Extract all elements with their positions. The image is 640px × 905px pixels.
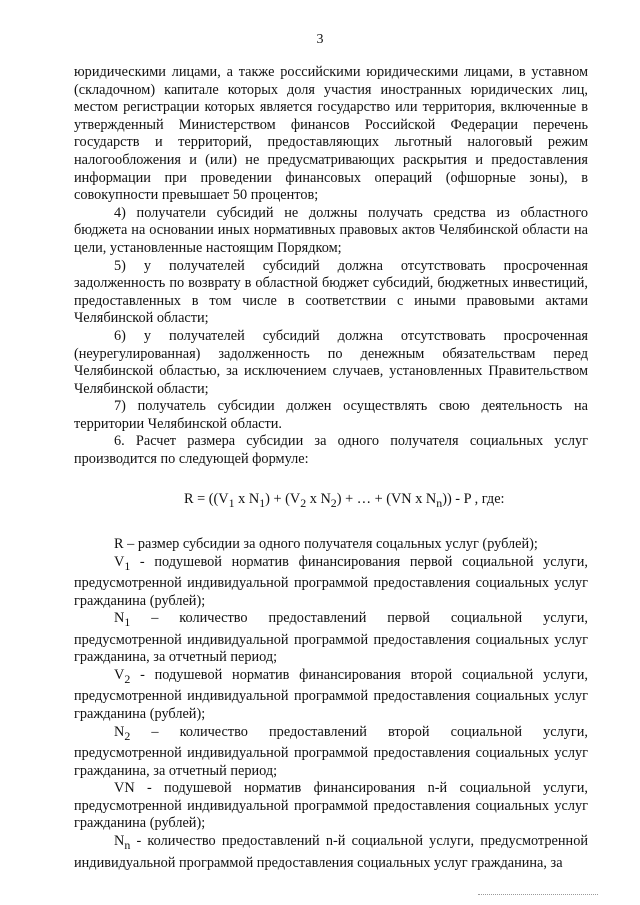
definition-v1 [74,554,588,611]
variable-subscript: 2 [124,671,131,686]
paragraph-item-7: 7) получатель субсидии должен осуществлять свою деятельность на территории Челябинской области. [74,398,588,432]
paragraph-item-5: 5) у получателей субсидий должна отсутствовать просроченная задолженность по возврату в областной бюджет субсидий, бюджетных инвестиций, предоставленных в том числе в соответствии с иными правовыми актами Челябинской области; [74,257,588,327]
definition-n2 [74,724,588,781]
formula-subscript: 1 [228,495,235,510]
scan-footer-mark [478,894,598,897]
definition-text: - подушевой норматив финансирования второй социальной услуги, предусмотренной индивидуальной программой предоставления социальных услуг гражданина (рублей); [74,666,588,723]
page-number: 3 [316,32,324,47]
formula-part: R [184,490,194,507]
formula-subscript: 2 [330,495,337,510]
definition-vn: VN - подушевой норматив финансирования n-й социальной услуги, предусмотренной индивидуальной программой предоставления социальных услуг гражданина (рублей); [74,780,588,832]
definition-r: R – размер субсидии за одного получателя соцальных услуг (рублей); [114,536,538,553]
subsidy-formula [74,491,588,512]
variable-symbol: N [114,833,125,850]
formula-part: ) + (V [265,490,301,507]
paragraph-item-6: 6) у получателей субсидий должна отсутствовать просроченная (неурегулированная) задолженность по денежным обязательствам перед Челябинской областью, за исключением случаев, установленных Правительством Челябинской области; [74,327,588,397]
variable-subscript: n [124,837,131,852]
variable-symbol: V [114,666,125,683]
formula-subscript: 2 [300,495,307,510]
variable-symbol: V [114,553,125,570]
paragraph-section-6: 6. Расчет размера субсидии за одного получателя социальных услуг производится по следующей формуле: [74,433,588,468]
formula-part: = ((V [193,490,229,507]
definition-text: – количество предоставлений первой социальной услуги, предусмотренной индивидуальной программой предоставления социальных услуг гражданина, за отчетный период; [74,610,588,666]
paragraph-offshore-condition: юридическими лицами, а также российскими юридическими лицами, в уставном (складочном) капитале которых доля участия иностранных юридических лиц, местом регистрации которых является государство или территория, включенные в утвержденный Министерством финансов Российской Федерации перечень государств и территорий, предоставляющих льготный налоговый режим налогообложения и (или) не предусматривающих раскрытия и предоставления информации при проведении финансовых операций (офшорные зоны), в совокупности превышает 50 процентов; [74,64,588,204]
definition-text: - подушевой норматив финансирования первой социальной услуги, предусмотренной индивидуальной программой предоставления социальных услуг гражданина (рублей); [74,553,588,609]
formula-part: x N [234,490,260,507]
variable-subscript: 1 [124,558,131,573]
formula-part: x N [306,490,331,507]
paragraph-item-4: 4) получатели субсидий не должны получать средства из областного бюджета на основании иных нормативных правовых актов Челябинской области на цели, установленные настоящим Порядком; [74,204,588,256]
definition-n1 [74,610,588,667]
definition-v2 [74,667,588,724]
definition-nn [74,833,588,872]
variable-symbol: N [114,723,125,740]
variable-symbol: N [114,610,125,627]
document-body [74,64,588,872]
formula-part: ) + … + (VN x N [336,490,437,507]
formula-subscript: 1 [259,495,266,510]
definition-text: – количество предоставлений второй социальной услуги, предусмотренной индивидуальной программой предоставления социальных услуг гражданина, за отчетный период; [74,723,588,779]
formula-subscript: n [436,495,443,510]
formula-part: )) - P , где: [442,490,505,507]
variable-subscript: 1 [124,615,131,630]
definition-text: - количество предоставлений n-й социальной услуги, предусмотренной индивидуальной программой предоставления социальных услуг гражданина, за [74,833,588,871]
variable-subscript: 2 [124,728,131,743]
